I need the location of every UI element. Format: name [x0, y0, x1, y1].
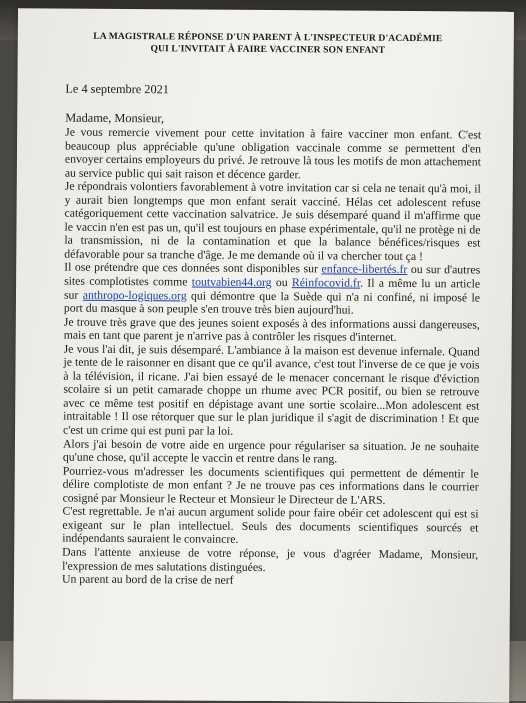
paragraph-4: Je trouve très grave que des jeunes soient exposés à des informations aussi dangereuses, mais en tant que parent je n'arrive pas à contrôler les risques d'internet. [63, 315, 480, 345]
paragraph-3-text-a: Il ose prétendre que ces données sont disponibles sur [64, 261, 322, 276]
paragraph-3-text-d: . Il a même lu un article sur [63, 276, 481, 302]
paragraph-8: C'est regrettable. Je n'ai aucun argument solide pour faire obéir cet adolescent qui est si exigeant sur le plan intellectuel. Seuls des documents scientifiques sourcés et indépendants sauraient le convaincre. [62, 504, 479, 547]
paragraph-5: Je vous l'ai dit, je suis désemparé. L'ambiance à la maison est devenue infernale. Quand je tente de le raisonner en disant que ce qu'il avance, c'est tout l'inverse de ce que je vois à la télévision, il ricane. J'ai bien essayé de le menacer concernant le risque d'éviction scolaire si un petit camarade choppe un rhume avec PCR positif, ou bien se retrouve avec ce même test positif en dépistage avant une sortie scolaire...Mon adolescent est intraitable ! Il ose rétorquer que sur le plan juridique il s'agit de discrimination ! Et que c'est un crime qui est puni par la loi. [63, 342, 480, 438]
paragraph-3-text-c: ou [271, 276, 292, 290]
link-reinfocovid[interactable]: Réinfocovid.fr [291, 276, 361, 290]
paragraph-3-text-e: qui démontre que la Suède qui n'a ni confiné, ni imposé le port du masque à son peuple s'en trouve très bien aujourd'hui. [63, 289, 481, 317]
link-enfance-libertes[interactable]: enfance-libertés.fr [321, 262, 408, 277]
letter-body [62, 126, 481, 589]
paragraph-2: Je répondrais volontiers favorablement à votre invitation car si cela ne tenait qu'à moi, il y aurait bien longtemps que mon enfant serait vacciné. Hélas cet adolescent refuse catégoriquement cette vaccination salvatrice. Je suis désemparé quand il m'affirme que le vaccin n'en est pas un, qu'il est toujours en phase expérimentale, qu'il ne protège ni de la transmission, ni de la contamination et que la balance bénéfices/risques est défavorable pour sa tranche d'âge. Je me demande où il va chercher tout ça ! [64, 179, 481, 264]
link-toutvabien44[interactable]: toutvabien44.org [191, 275, 272, 290]
letter-title [58, 31, 478, 58]
paragraph-3 [64, 261, 480, 318]
paragraph-9: Dans l'attente anxieuse de votre réponse, je vous d'agréer Madame, Monsieur, l'expression de mes salutations distinguées. [62, 545, 479, 574]
paragraph-3-text-b: ou sur d'autres sites complotistes comme [64, 263, 481, 289]
paragraph-7: Pourriez-vous m'adresser les documents scientifiques qui permettent de démentir le délire complotiste de mon enfant ? Je ne trouve pas ces informations dans le courrier cosigné par Monsieur le Recteur et Monsieur le Directeur de L'ARS. [62, 464, 479, 507]
title-line-2: QUI L'INVITAIT À FAIRE VACCINER SON ENFANT [150, 43, 386, 56]
link-anthropo-logiques[interactable]: anthropo-logiques.org [82, 288, 187, 303]
paragraph-6: Alors j'ai besoin de votre aide en urgence pour régulariser sa situation. Je ne souhaite qu'une chose, qu'il accepte le vaccin et rentre dans le rang. [62, 437, 480, 466]
title-line-1: LA MAGISTRALE RÉPONSE D'UN PARENT À L'INSPECTEUR D'ACADÉMIE [93, 30, 443, 45]
signature: Un parent au bord de la crise de nerf [61, 572, 234, 587]
salutation: Madame, Monsieur, [65, 110, 165, 126]
letter-sheet [13, 8, 514, 702]
letter-date: Le 4 septembre 2021 [65, 81, 169, 97]
paragraph-1: Je vous remercie vivement pour cette invitation à faire vacciner mon enfant. C'est beaucoup plus appréciable qu'une obligation vaccinale comme se permettent d'en envoyer certains employeurs du privé. Je retrouve là tous les motifs de mon attachement au service public qui sait raison et décence garder. [64, 125, 482, 181]
